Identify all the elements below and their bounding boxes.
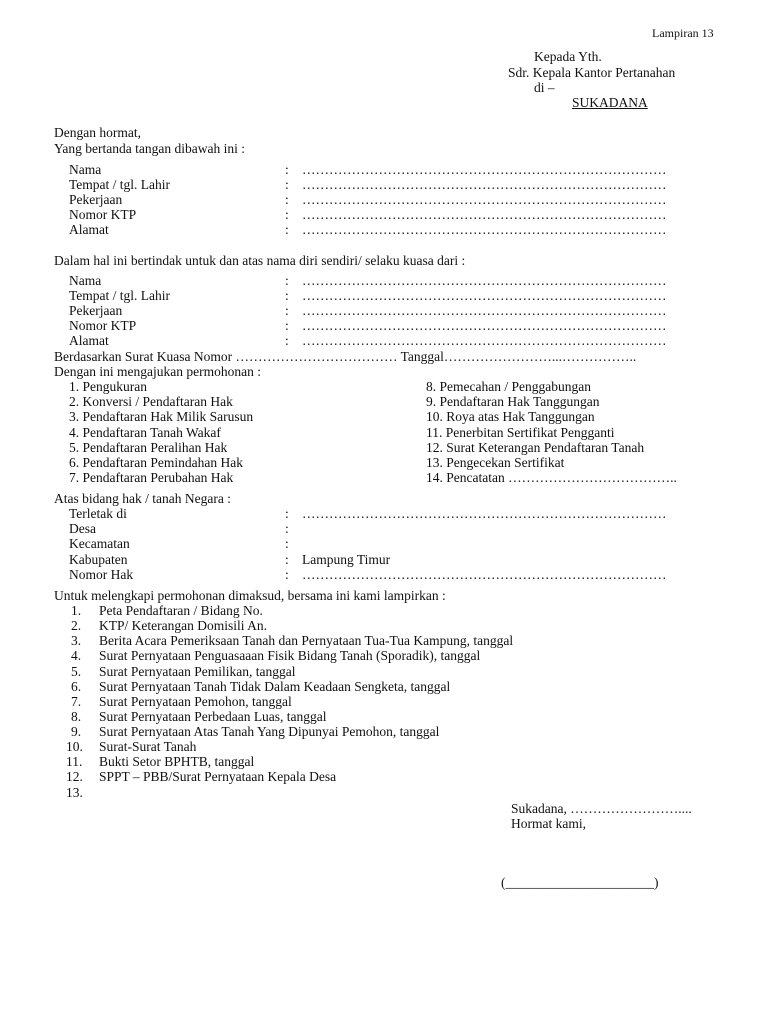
field-dots: ……………………………………………………………………… [302,273,667,288]
recipient-office: Sdr. Kepala Kantor Pertanahan [508,65,676,80]
application-item: 1. Pengukuran [69,379,147,394]
greeting: Dengan hormat, [54,125,141,140]
name-blank: ______________________ [505,875,654,890]
field-colon: : [285,552,289,567]
signature-place-date: Sukadana, …………………….... [511,801,692,816]
list-text: Surat Pernyataan Tanah Tidak Dalam Keadaan Sengketa, tanggal [99,679,451,694]
list-number: 7. [71,694,82,709]
application-item: 6. Pendaftaran Pemindahan Hak [69,455,243,470]
field-label: Alamat [69,333,109,348]
field-colon: : [285,567,289,582]
list-number: 10. [66,739,83,754]
land-value: Lampung Timur [302,552,391,567]
field-colon: : [285,177,289,192]
list-number: 6. [71,679,82,694]
close-parenthesis: ) [654,875,659,890]
land-intro: Atas bidang hak / tanah Negara : [54,491,231,506]
land-label: Desa [69,521,96,536]
signature-name-line [501,875,659,890]
list-number: 4. [71,648,82,663]
field-colon: : [285,207,289,222]
list-number: 11. [66,754,83,769]
open-parenthesis: ( [501,875,506,890]
field-dots: ……………………………………………………………………… [302,303,667,318]
list-number: 3. [71,633,82,648]
field-dots: ……………………………………………………………………… [302,333,667,348]
intro-text: Yang bertanda tangan dibawah ini : [54,141,245,156]
field-colon: : [285,521,289,536]
application-item: 8. Pemecahan / Penggabungan [426,379,591,394]
application-item: 3. Pendaftaran Hak Milik Sarusun [69,409,254,424]
application-item: 11. Penerbitan Sertifikat Pengganti [426,425,615,440]
land-label: Nomor Hak [69,567,134,582]
signature-closing: Hormat kami, [511,816,586,831]
list-text: Peta Pendaftaran / Bidang No. [99,603,263,618]
list-number: 5. [71,664,82,679]
field-colon: : [285,506,289,521]
attachment-number: Lampiran 13 [652,26,714,40]
power-of-attorney-line: Berdasarkan Surat Kuasa Nomor ……………………………… Tanggal……………………...…………….. [54,349,637,364]
land-value: ……………………………………………………………………… [302,506,667,521]
list-text: Surat Pernyataan Pemilikan, tanggal [99,664,296,679]
field-dots: ……………………………………………………………………… [302,207,667,222]
recipient-at: di – [534,80,555,95]
application-intro: Dengan ini mengajukan permohonan : [54,364,261,379]
field-label: Pekerjaan [69,303,123,318]
list-number: 8. [71,709,82,724]
application-item: 12. Surat Keterangan Pendaftaran Tanah [426,440,645,455]
field-colon: : [285,162,289,177]
application-item: 13. Pengecekan Sertifikat [426,455,565,470]
list-number: 12. [66,769,83,784]
field-dots: ……………………………………………………………………… [302,288,667,303]
field-dots: ……………………………………………………………………… [302,192,667,207]
list-text: Surat Pernyataan Penguasaaan Fisik Bidang Tanah (Sporadik), tanggal [99,648,481,663]
attachments-intro: Untuk melengkapi permohonan dimaksud, bersama ini kami lampirkan : [54,588,446,603]
field-colon: : [285,318,289,333]
application-item: 2. Konversi / Pendaftaran Hak [69,394,233,409]
recipient-place: SUKADANA [572,95,648,110]
list-text: Berita Acara Pemeriksaan Tanah dan Pernyataan Tua-Tua Kampung, tanggal [99,633,514,648]
application-item: 7. Pendaftaran Perubahan Hak [69,470,234,485]
field-colon: : [285,288,289,303]
application-item: 9. Pendaftaran Hak Tanggungan [426,394,600,409]
list-number: 13. [66,785,83,800]
list-text: Bukti Setor BPHTB, tanggal [99,754,255,769]
field-label: Pekerjaan [69,192,123,207]
field-label: Tempat / tgl. Lahir [69,288,171,303]
list-number: 1. [71,603,82,618]
field-label: Nomor KTP [69,318,137,333]
field-label: Alamat [69,222,109,237]
recipient-greeting: Kepada Yth. [534,49,602,64]
list-number: 9. [71,724,82,739]
land-label: Kecamatan [69,536,130,551]
behalf-text: Dalam hal ini bertindak untuk dan atas nama diri sendiri/ selaku kuasa dari : [54,253,466,268]
field-colon: : [285,303,289,318]
field-colon: : [285,192,289,207]
application-item: 5. Pendaftaran Peralihan Hak [69,440,228,455]
application-item: 10. Roya atas Hak Tanggungan [426,409,595,424]
list-text: Surat Pernyataan Atas Tanah Yang Dipunyai Pemohon, tanggal [99,724,440,739]
application-item: 4. Pendaftaran Tanah Wakaf [69,425,221,440]
list-text: Surat Pernyataan Perbedaan Luas, tanggal [99,709,327,724]
field-colon: : [285,273,289,288]
field-dots: ……………………………………………………………………… [302,222,667,237]
field-colon: : [285,536,289,551]
field-dots: ……………………………………………………………………… [302,318,667,333]
list-number: 2. [71,618,82,633]
field-colon: : [285,222,289,237]
land-label: Kabupaten [69,552,128,567]
land-value: ……………………………………………………………………… [302,567,667,582]
application-item: 14. Pencatatan ……………………………….. [426,470,677,485]
field-label: Nama [69,273,102,288]
field-colon: : [285,333,289,348]
land-label: Terletak di [69,506,127,521]
field-label: Tempat / tgl. Lahir [69,177,171,192]
field-dots: ……………………………………………………………………… [302,162,667,177]
field-dots: ……………………………………………………………………… [302,177,667,192]
list-text: SPPT – PBB/Surat Pernyataan Kepala Desa [99,769,337,784]
field-label: Nama [69,162,102,177]
list-text: Surat Pernyataan Pemohon, tanggal [99,694,292,709]
list-text: KTP/ Keterangan Domisili An. [99,618,267,633]
list-text: Surat-Surat Tanah [99,739,197,754]
field-label: Nomor KTP [69,207,137,222]
